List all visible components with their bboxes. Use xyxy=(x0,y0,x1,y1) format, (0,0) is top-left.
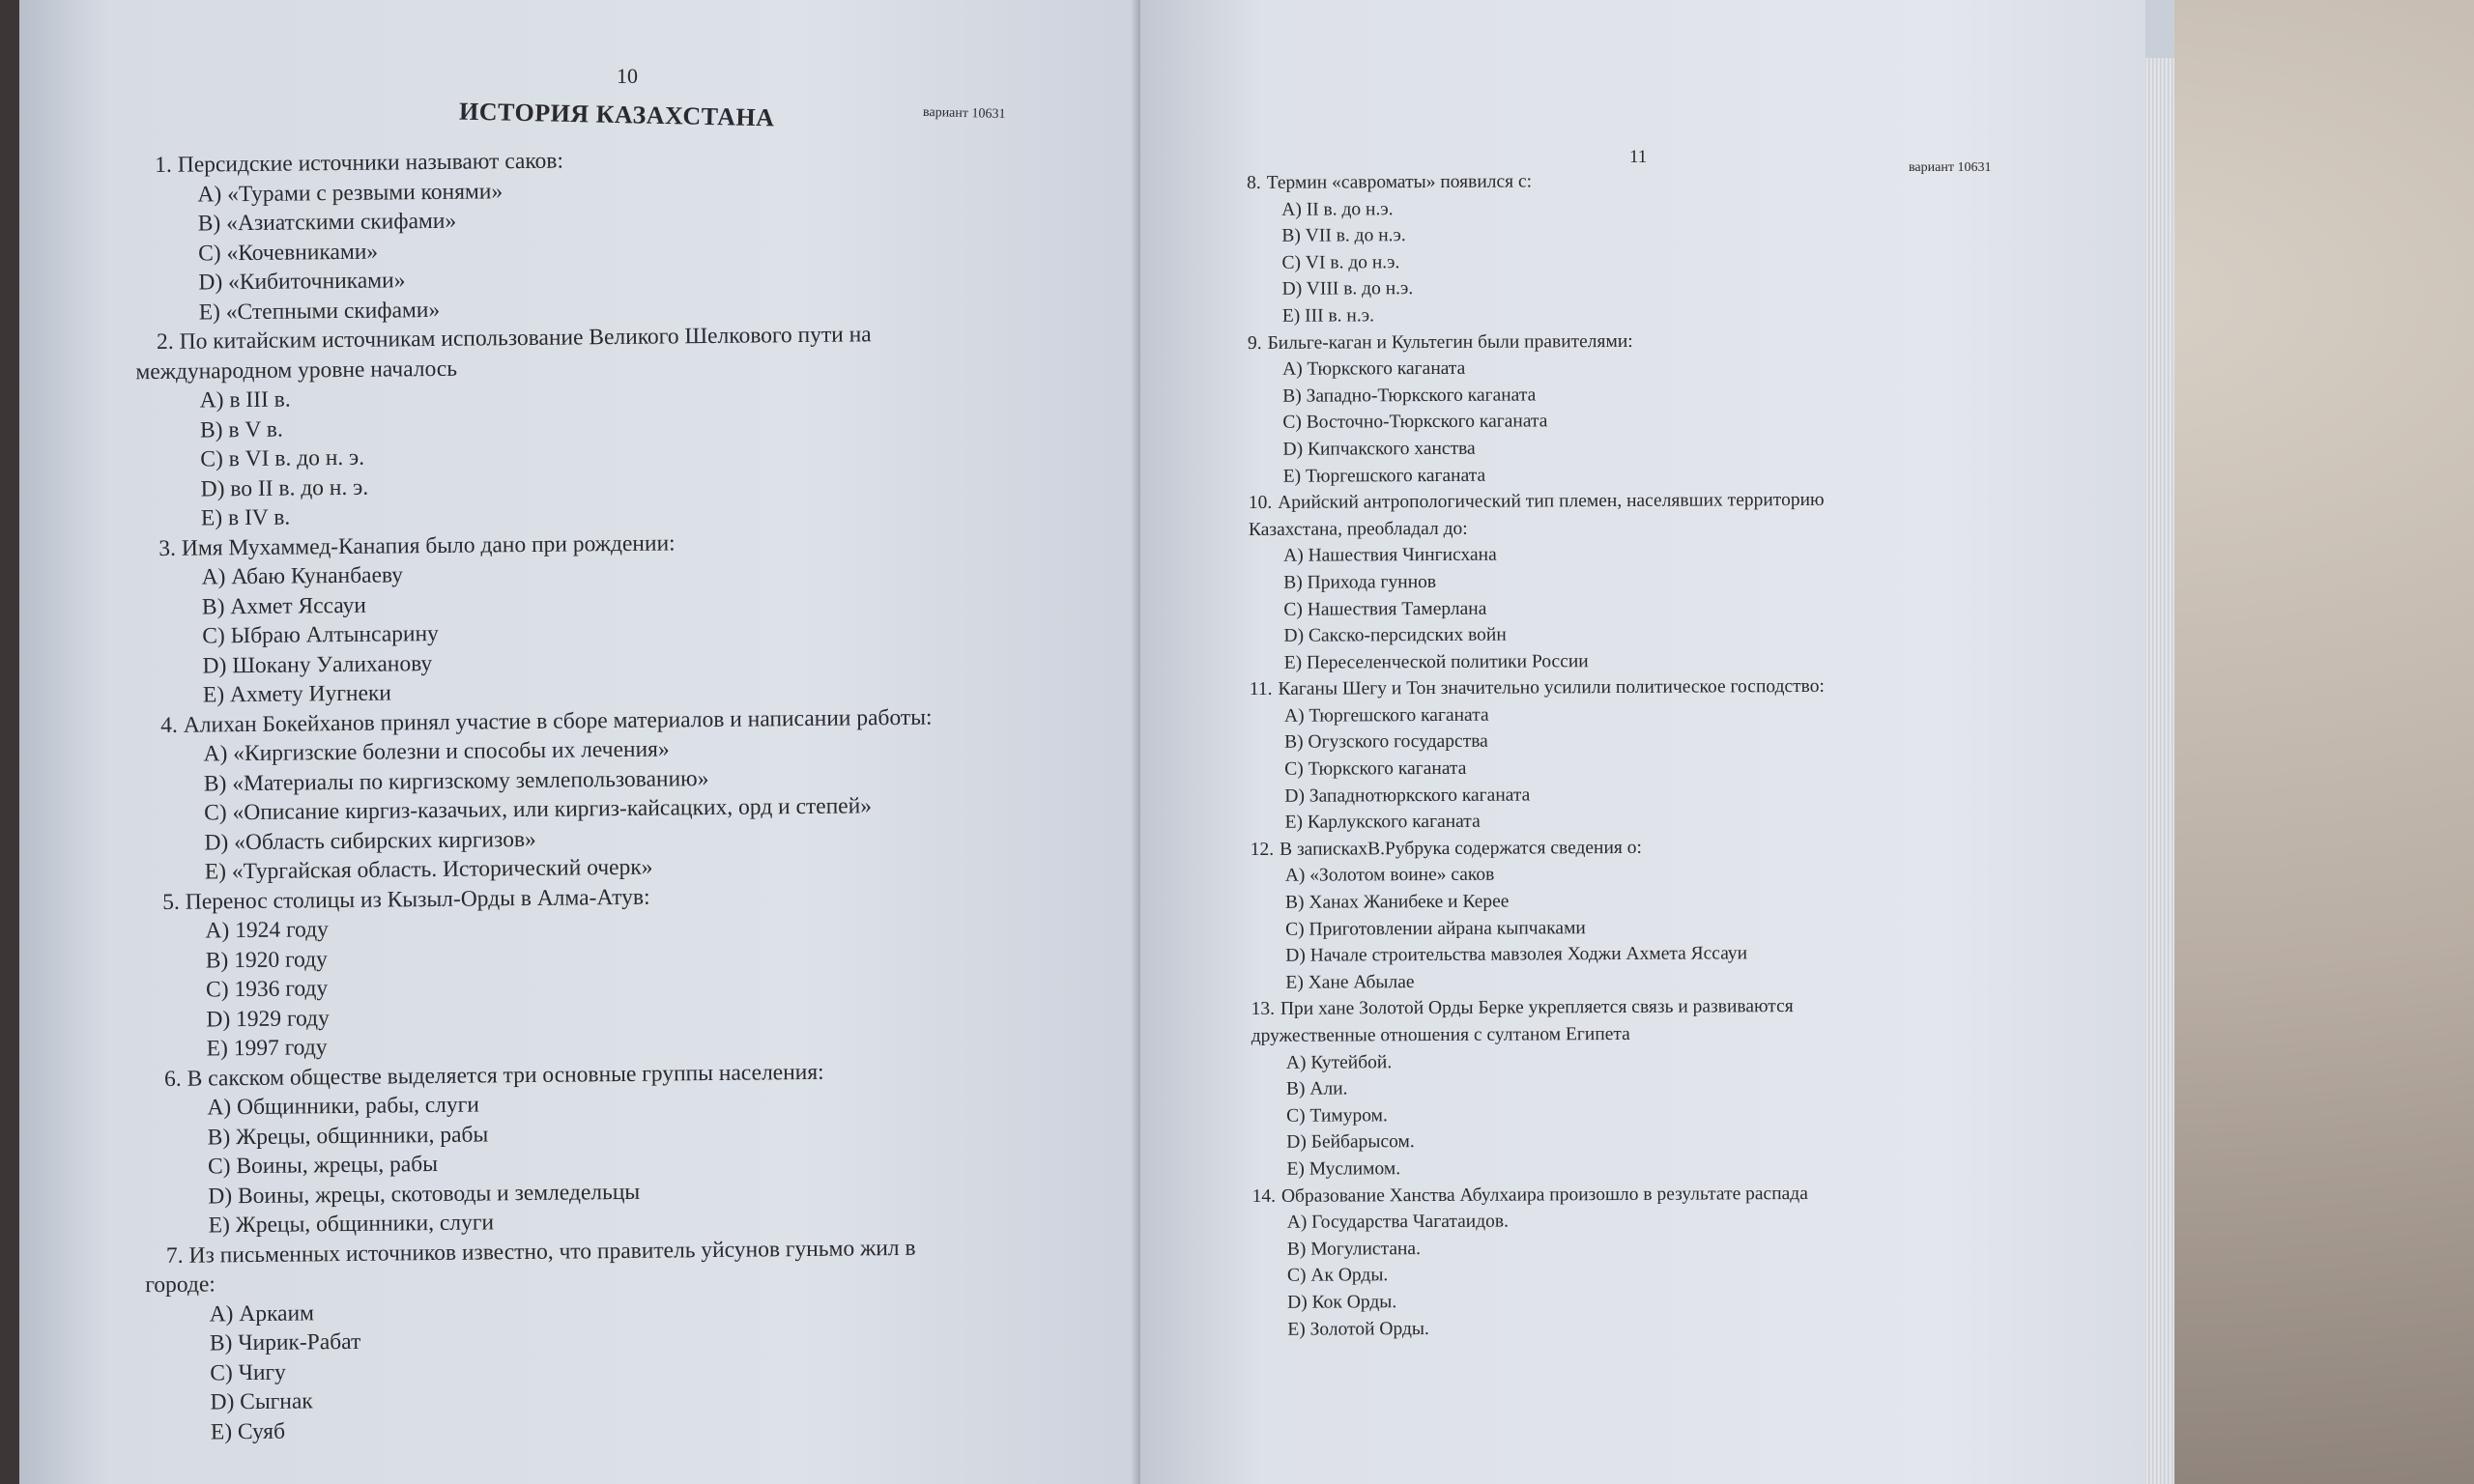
answer-option: Е) Переселенческой политики России xyxy=(1283,650,1589,673)
answer-option: В) Западно-Тюркского каганата xyxy=(1282,385,1537,407)
answer-option: А) Абаю Кунанбаеву xyxy=(201,562,404,590)
answer-option: Е) Карлукского каганата xyxy=(1284,811,1481,834)
answer-option: D) Шокану Уалиханову xyxy=(202,650,433,679)
answer-option: В) Прихода гуннов xyxy=(1283,571,1437,593)
answer-option: В) Огузского государства xyxy=(1284,731,1488,754)
answer-option: С) «Описание киргиз-казачьих, или киргиз-кайсацких, орд и степей» xyxy=(204,793,873,826)
question-block xyxy=(1250,672,2101,837)
answer-option: С) Восточно-Тюркского каганата xyxy=(1282,411,1548,434)
question-label: Перенос столицы из Кызыл-Орды в Алма-Атув: xyxy=(185,884,650,915)
question-block xyxy=(1247,165,2098,329)
answer-option: С) Тюркского каганата xyxy=(1284,757,1467,780)
question-label: По китайским источникам использование Великого Шелкового пути на xyxy=(179,322,872,355)
question-number: 4. xyxy=(160,712,178,738)
answer-option: С) Ыбраю Алтынсарину xyxy=(202,620,439,649)
answer-option: А) Государства Чагатаидов. xyxy=(1286,1211,1509,1233)
answer-option: А) Общинники, рабы, слуги xyxy=(207,1092,480,1121)
question-number: 8. xyxy=(1247,172,1261,193)
question-number: 13. xyxy=(1251,999,1275,1020)
question-number: 12. xyxy=(1250,839,1275,860)
question-text-continued: Казахстана, преобладал до: xyxy=(1248,518,1468,540)
answer-option: D) Бейбарысом. xyxy=(1286,1131,1415,1154)
answer-option: Е) «Степными скифами» xyxy=(198,297,441,326)
left-page-number: 10 xyxy=(617,64,638,88)
answer-option: Е) Тюргешского каганата xyxy=(1282,465,1486,487)
answer-option: В) Могулистана. xyxy=(1286,1238,1421,1260)
answer-option: Е) Суяб xyxy=(210,1418,286,1444)
question-label: Каганы Шегу и Тон значительно усилили политическое господство: xyxy=(1278,676,1825,700)
left-variant-label: вариант 10631 xyxy=(922,104,1006,123)
answer-option: В) 1920 году xyxy=(205,946,329,973)
question-number: 11. xyxy=(1249,679,1273,700)
answer-option: А) Нашествия Чингисхана xyxy=(1283,544,1497,567)
left-page xyxy=(19,0,1140,1484)
answer-option: А) Тюргешского каганата xyxy=(1283,704,1489,727)
answer-option: С) Чигу xyxy=(210,1359,287,1385)
answer-option: D) Начале строительства мавзолея Ходжи Ахмета Яссауи xyxy=(1285,943,1748,967)
question-block xyxy=(1251,832,2102,996)
answer-option: В) Ахмет Яссауи xyxy=(201,592,367,620)
question-label: Бильге-каган и Культегин были правителями: xyxy=(1267,330,1633,354)
question-block xyxy=(1251,992,2102,1184)
question-number: 1. xyxy=(155,152,172,178)
answer-option: С) 1936 году xyxy=(205,976,329,1003)
answer-option: Е) Хане Абылае xyxy=(1285,971,1415,993)
answer-option: В) VII в. до н.э. xyxy=(1281,225,1406,246)
answer-option: С) Приготовлении айрана кыпчаками xyxy=(1285,917,1586,940)
answer-option: С) «Кочевниками» xyxy=(197,239,379,267)
question-label: В запискахВ.Рубрука содержатся сведения о: xyxy=(1280,837,1642,860)
question-block xyxy=(162,877,1131,1064)
answer-option: D) VIII в. до н.э. xyxy=(1281,278,1414,300)
question-block xyxy=(1249,486,2100,677)
answer-option: Е) «Тургайская область. Исторический очерк» xyxy=(204,854,653,885)
answer-option: А) II в. до н.э. xyxy=(1281,198,1394,220)
question-label: Термин «савроматы» появился с: xyxy=(1266,171,1533,193)
right-questions xyxy=(1247,165,2103,1343)
answer-option: А) Кутейбой. xyxy=(1285,1051,1393,1073)
question-number: 7. xyxy=(165,1242,184,1269)
question-block xyxy=(155,141,1123,328)
right-page xyxy=(1140,0,2145,1484)
answer-option: А) в III в. xyxy=(199,386,291,414)
answer-option: Е) Жрецы, общинники, слуги xyxy=(208,1210,495,1239)
answer-option: В) Чирик-Рабат xyxy=(209,1328,361,1356)
question-number: 14. xyxy=(1251,1185,1276,1207)
answer-option: А) Аркаим xyxy=(209,1299,315,1327)
answer-option: D) «Область сибирских киргизов» xyxy=(204,826,536,855)
answer-option: D) «Кибиточниками» xyxy=(198,268,406,296)
question-number: 3. xyxy=(158,535,177,561)
question-number: 9. xyxy=(1247,332,1262,354)
question-label: Образование Ханства Абулхаира произошло в результате распада xyxy=(1280,1183,1808,1207)
question-label: Из письменных источников известно, что правитель уйсунов гуньмо жил в xyxy=(188,1235,916,1269)
answer-option: С) Тимуром. xyxy=(1286,1105,1388,1127)
answer-option: А) 1924 году xyxy=(205,917,329,944)
question-number: 10. xyxy=(1248,492,1273,514)
answer-option: В) Ханах Жанибеке и Керее xyxy=(1284,891,1510,913)
answer-option: С) Воины, жрецы, рабы xyxy=(207,1151,439,1180)
question-text-continued: международном уровне началось xyxy=(135,356,458,385)
answer-option: В) в V в. xyxy=(199,416,283,443)
question-label: Алихан Бокейханов принял участие в сборе материалов и написании работы: xyxy=(183,704,933,738)
answer-option: D) Сакско-персидских войн xyxy=(1283,624,1507,646)
page-title: ИСТОРИЯ КАЗАХСТАНА xyxy=(458,97,775,132)
answer-option: С) Ак Орды. xyxy=(1286,1265,1389,1287)
question-block xyxy=(160,700,1129,887)
question-label: В сакском обществе выделяется три основные группы населения: xyxy=(187,1059,824,1092)
answer-option: А) Тюркского каганата xyxy=(1282,357,1466,380)
question-block xyxy=(145,1231,1135,1447)
question-label: Арийский антропологический тип племен, населявших территорию xyxy=(1278,490,1825,513)
question-number: 2. xyxy=(156,328,174,355)
answer-option: В) «Азиатскими скифами» xyxy=(197,208,457,237)
question-block xyxy=(164,1054,1133,1241)
answer-option: D) во II в. до н. э. xyxy=(200,474,369,502)
question-block xyxy=(135,318,1125,534)
question-label: Имя Мухаммед-Канапия было дано при рождении: xyxy=(181,529,676,561)
answer-option: D) Кипчакского ханства xyxy=(1282,438,1476,460)
right-page-number: 11 xyxy=(1629,147,1648,167)
question-number: 5. xyxy=(162,889,180,915)
answer-option: D) Воины, жрецы, скотоводы и земледельцы xyxy=(208,1179,641,1209)
answer-option: D) Западнотюркского каганата xyxy=(1284,785,1531,807)
answer-option: D) 1929 году xyxy=(206,1005,330,1032)
left-questions xyxy=(135,141,1135,1447)
answer-option: В) Жрецы, общинники, рабы xyxy=(207,1121,489,1150)
answer-option: А) «Турами с резвыми конями» xyxy=(197,178,503,208)
question-label: Персидские источники называют саков: xyxy=(177,148,564,178)
question-block xyxy=(1248,326,2099,490)
answer-option: Е) Ахмету Иугнеки xyxy=(202,680,392,708)
answer-option: А) «Киргизские болезни и способы их лечения» xyxy=(203,736,670,767)
answer-option: Е) Муслимом. xyxy=(1286,1158,1401,1180)
answer-option: Е) 1997 году xyxy=(206,1035,328,1062)
answer-option: С) VI в. до н.э. xyxy=(1281,251,1400,273)
question-text-continued: дружественные отношения с султаном Египета xyxy=(1251,1023,1630,1046)
question-block xyxy=(158,524,1127,710)
answer-option: Е) III в. н.э. xyxy=(1281,305,1375,327)
answer-option: В) «Материалы по киргизскому землепользованию» xyxy=(203,765,709,797)
question-text-continued: городе: xyxy=(145,1271,216,1298)
answer-option: С) в VI в. до н. э. xyxy=(200,444,365,472)
question-block xyxy=(1251,1179,2103,1343)
answer-option: Е) Золотой Орды. xyxy=(1287,1318,1429,1340)
question-number: 6. xyxy=(163,1066,182,1092)
answer-option: Е) в IV в. xyxy=(200,504,291,531)
question-label: При хане Золотой Орды Берке укрепляется связь и развиваются xyxy=(1280,996,1794,1020)
answer-option: С) Нашествия Тамерлана xyxy=(1283,598,1487,620)
answer-option: D) Сыгнак xyxy=(210,1388,313,1415)
answer-option: D) Кок Орды. xyxy=(1287,1292,1397,1313)
right-variant-label: вариант 10631 xyxy=(1909,160,1992,175)
page-edges xyxy=(2145,58,2174,1484)
answer-option: В) Али. xyxy=(1285,1078,1348,1099)
answer-option: А) «Золотом воине» саков xyxy=(1284,865,1495,887)
